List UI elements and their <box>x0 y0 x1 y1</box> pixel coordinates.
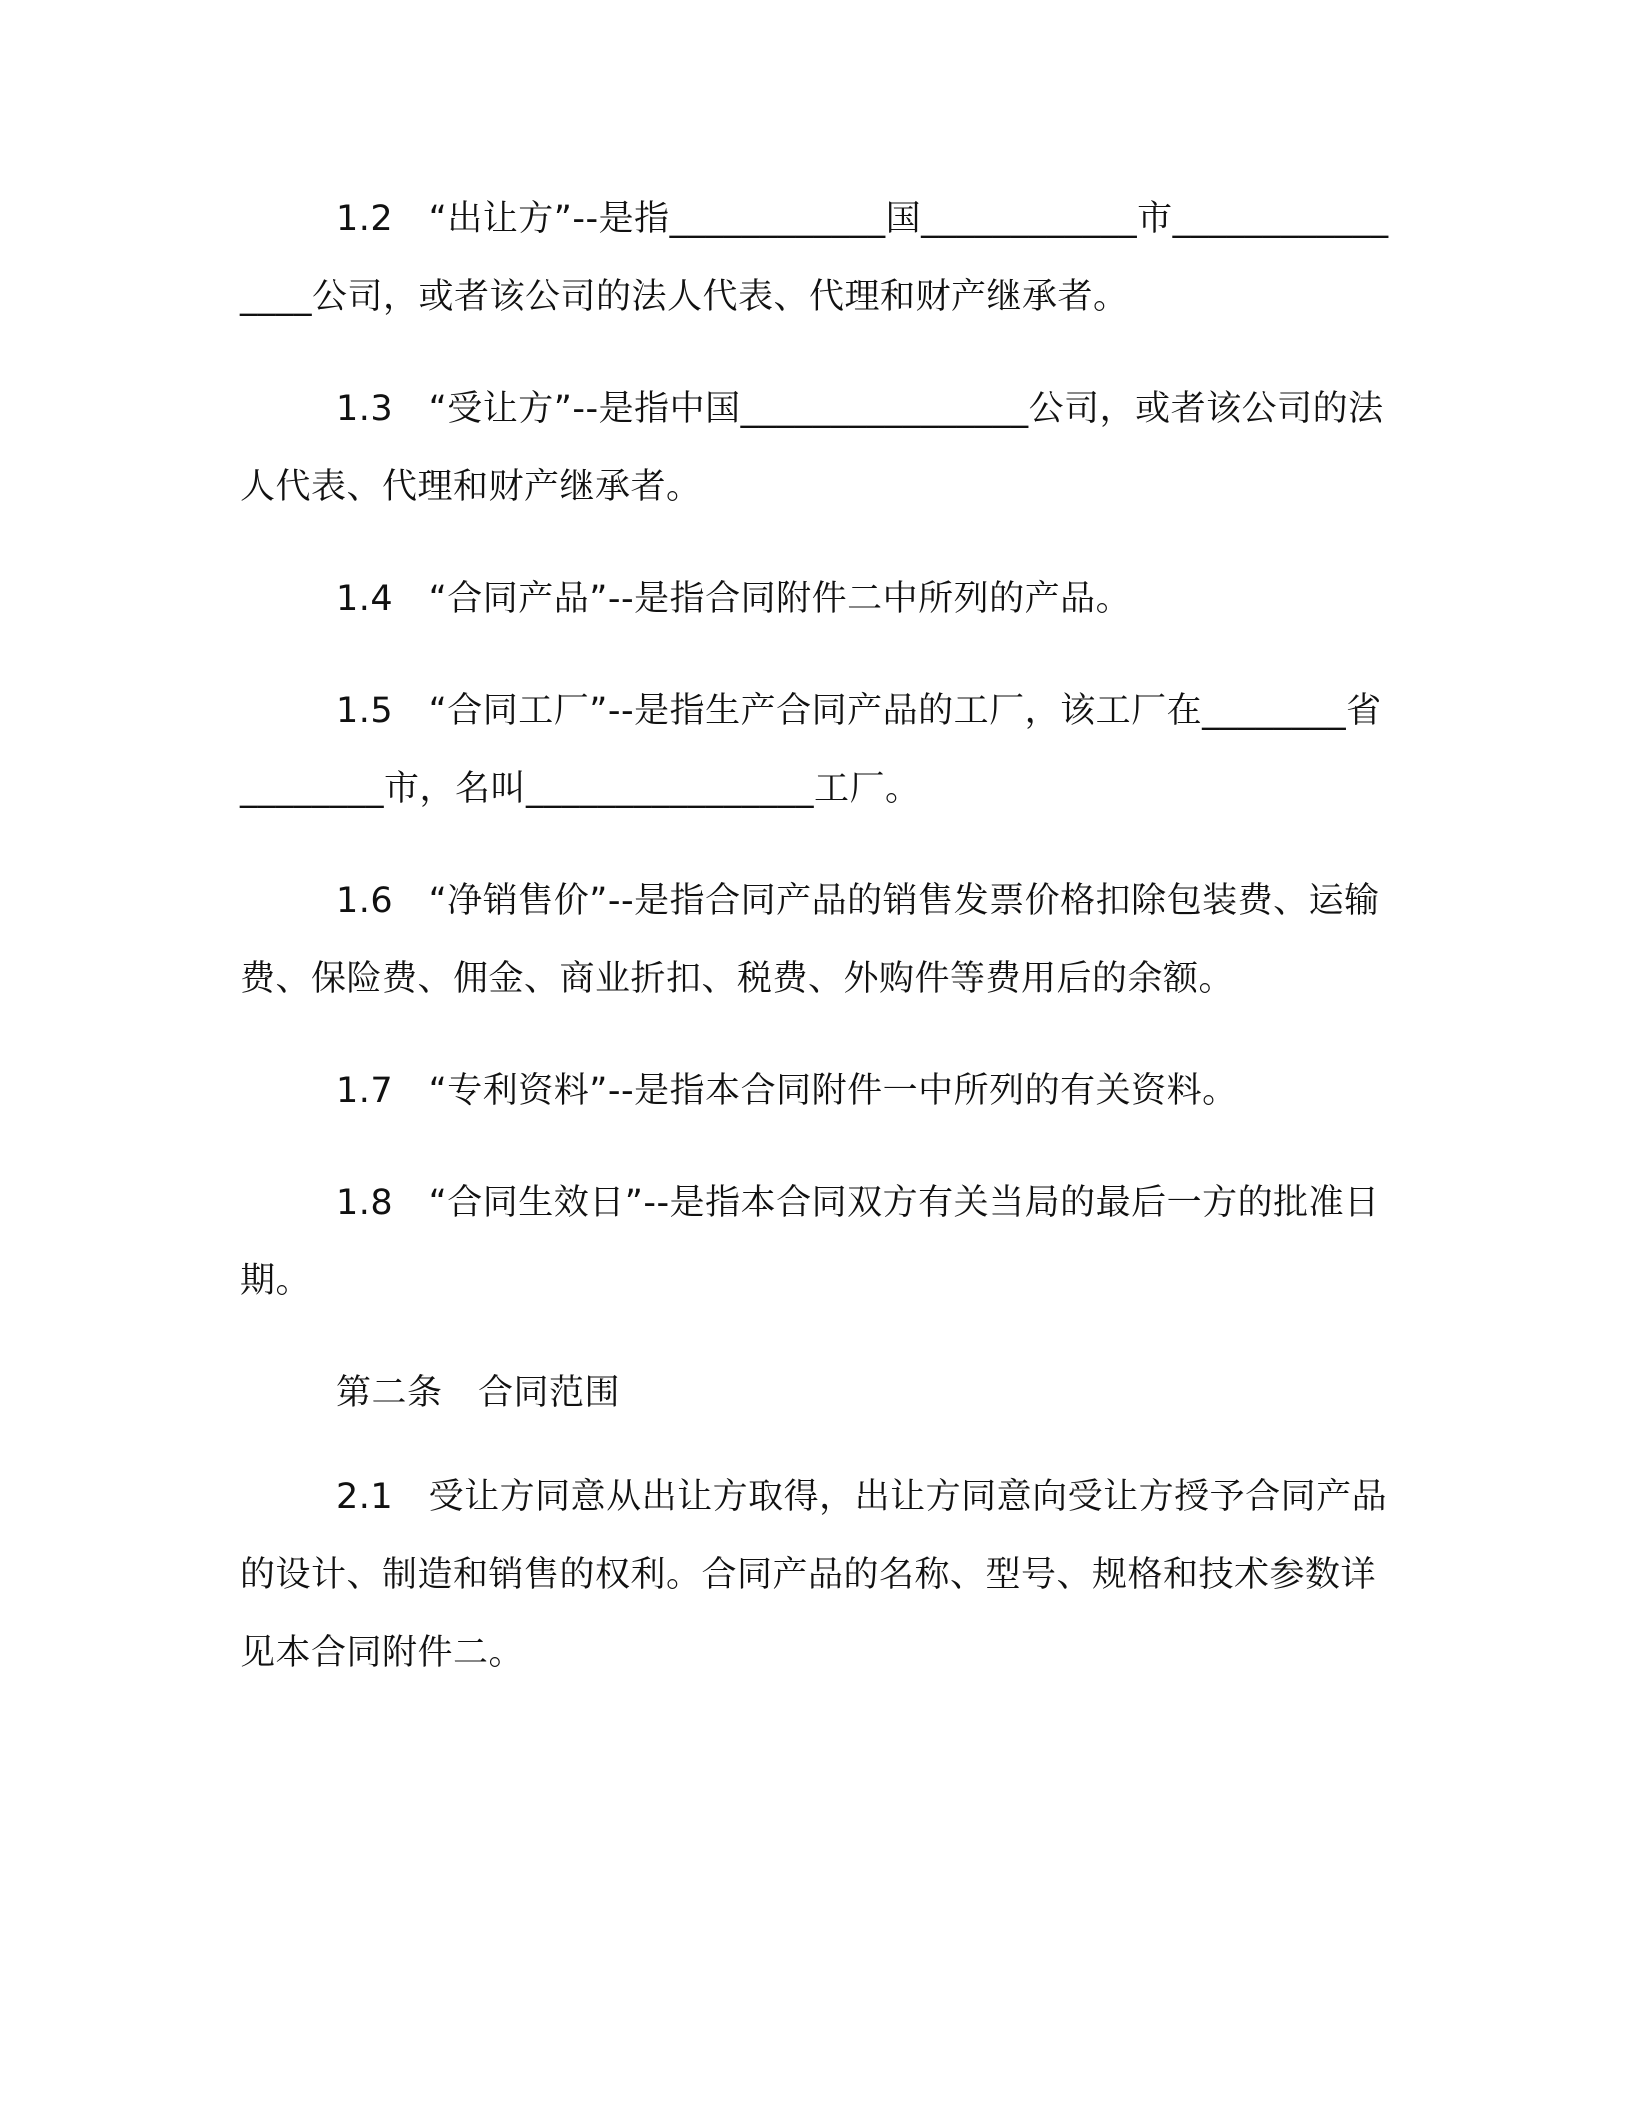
clause-2-1: 2.1 受让方同意从出让方取得，出让方同意向受让方授予合同产品的设计、制造和销售的权利。合同产品的名称、型号、规格和技术参数详见本合同附件二。 <box>240 1477 1388 1673</box>
document-body <box>240 180 1390 1726</box>
clause-1-5: 1.5 “合同工厂”--是指生产合同产品的工厂，该工厂在________省________市，名叫________________工厂。 <box>240 691 1382 809</box>
clause-1-2: 1.2 “出让方”--是指____________国____________市________________公司，或者该公司的法人代表、代理和财产继承者。 <box>240 199 1389 317</box>
clause-1-4: 1.4 “合同产品”--是指合同附件二中所列的产品。 <box>336 579 1132 619</box>
clause-1-8: 1.8 “合同生效日”--是指本合同双方有关当局的最后一方的批准日期。 <box>240 1183 1380 1301</box>
clause-1-7: 1.7 “专利资料”--是指本合同附件一中所列的有关资料。 <box>336 1071 1238 1111</box>
clause-1-3: 1.3 “受让方”--是指中国________________公司，或者该公司的法人代表、代理和财产继承者。 <box>240 389 1384 507</box>
clause-1-6: 1.6 “净销售价”--是指合同产品的销售发票价格扣除包装费、运输费、保险费、佣金、商业折扣、税费、外购件等费用后的余额。 <box>240 881 1380 999</box>
article-2-heading: 第二条 合同范围 <box>336 1373 621 1413</box>
